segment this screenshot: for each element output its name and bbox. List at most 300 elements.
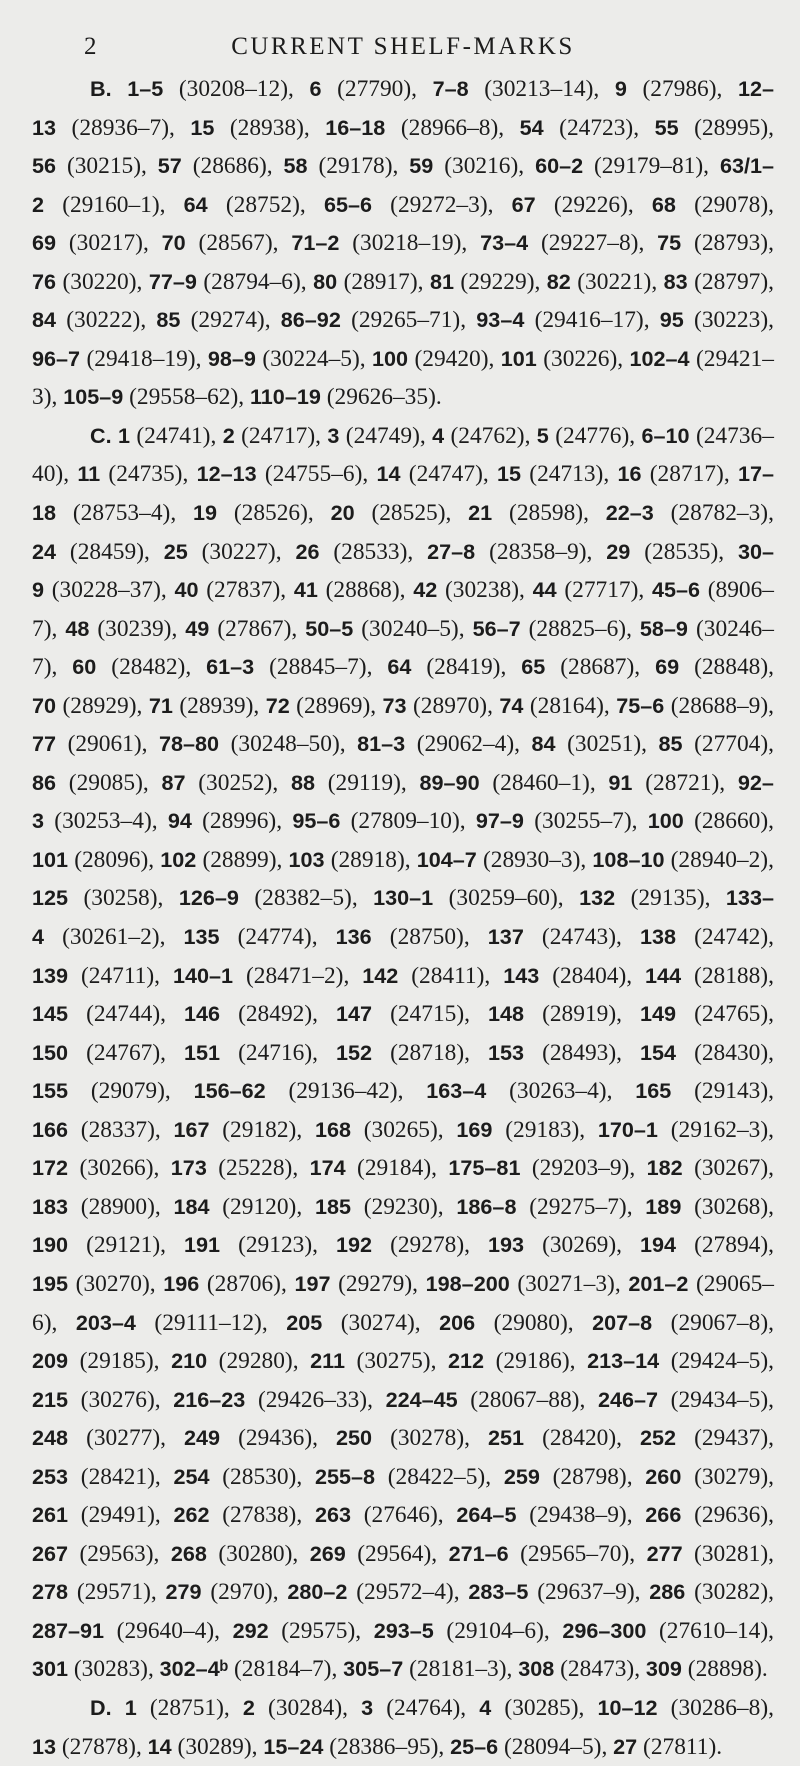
- manuscript-reference: (28995): [694, 114, 769, 141]
- shelf-mark-entry: [660, 307, 768, 333]
- shelf-mark-number: 77–9: [148, 268, 197, 294]
- manuscript-reference: (30227): [201, 538, 276, 565]
- manuscript-reference: (27610–​14): [659, 1617, 769, 1644]
- manuscript-reference: (28482): [111, 654, 186, 681]
- shelf-mark-entry: [206, 654, 366, 680]
- manuscript-reference: (30252): [198, 769, 273, 796]
- shelf-mark-entry: [448, 1155, 629, 1181]
- manuscript-reference: (28411): [411, 962, 485, 989]
- shelf-mark-entry: [32, 1579, 151, 1605]
- shelf-mark-number: 183: [32, 1193, 69, 1219]
- manuscript-reference: (29121): [86, 1232, 161, 1259]
- manuscript-reference: (30261–​2): [62, 924, 160, 951]
- shelf-mark-number: 17–18: [32, 461, 774, 526]
- manuscript-reference: (28929): [62, 692, 137, 719]
- manuscript-reference: (29575): [281, 1617, 356, 1644]
- shelf-mark-number: 192: [336, 1232, 373, 1258]
- shelf-mark-entry: [336, 1232, 464, 1258]
- shelf-mark-number: 224–45: [385, 1386, 458, 1412]
- manuscript-reference: (28782–​3): [670, 500, 769, 527]
- shelf-mark-number: 206: [439, 1309, 476, 1335]
- shelf-mark-entry: [598, 1117, 768, 1143]
- manuscript-reference: (25228): [218, 1155, 293, 1182]
- shelf-mark-number: 211: [310, 1348, 345, 1374]
- shelf-mark-entry: [193, 500, 308, 526]
- shelf-mark-number: 64: [183, 191, 208, 217]
- shelf-mark-entry: [488, 924, 616, 950]
- shelf-mark-number: 78–80: [159, 731, 220, 757]
- shelf-mark-number: 185: [314, 1193, 351, 1219]
- shelf-mark-entry: [149, 269, 301, 295]
- shelf-mark-entry: [32, 1387, 155, 1413]
- shelf-mark-entry: [468, 1579, 634, 1605]
- manuscript-reference: (28660): [694, 808, 769, 835]
- manuscript-reference: (29426–​33): [257, 1386, 368, 1413]
- shelf-mark-number: 55: [654, 114, 679, 140]
- shelf-mark-entry: [476, 808, 632, 834]
- manuscript-reference: (28918): [330, 846, 405, 873]
- manuscript-reference: (29564): [357, 1540, 432, 1567]
- shelf-mark-entry: [648, 808, 768, 834]
- shelf-mark-entry: [159, 731, 340, 757]
- shelf-mark-entry: [652, 192, 768, 218]
- manuscript-reference: (28181–​3): [409, 1656, 507, 1683]
- shelf-mark-number: 308: [518, 1656, 555, 1682]
- shelf-mark-number: 22–3: [605, 500, 654, 526]
- shelf-mark-entry: [488, 1425, 616, 1451]
- shelf-mark-entry: [615, 76, 717, 102]
- manuscript-reference: (29280): [218, 1348, 293, 1375]
- manuscript-reference: (30226): [543, 345, 618, 372]
- shelf-mark-number: 287–91: [32, 1617, 105, 1643]
- shelf-mark-number: 152: [336, 1039, 373, 1065]
- manuscript-reference: (28530): [222, 1463, 297, 1490]
- manuscript-reference: (29143): [694, 1078, 769, 1105]
- manuscript-reference: (24764): [386, 1694, 461, 1721]
- shelf-mark-number: 11: [77, 461, 101, 487]
- shelf-mark-number: 15–24: [263, 1733, 324, 1759]
- shelf-mark-number: 88: [290, 769, 315, 795]
- shelf-mark-number: 7–8: [432, 76, 469, 101]
- shelf-mark-entry: [325, 115, 498, 141]
- manuscript-reference: (28471–​2): [245, 962, 344, 989]
- shelf-mark-number: 93–4: [476, 307, 525, 333]
- shelf-mark-entry: [32, 153, 141, 179]
- manuscript-reference: (24762): [450, 422, 525, 449]
- shelf-mark-entry: [324, 192, 488, 218]
- shelf-mark-number: 60–2: [535, 153, 584, 179]
- shelf-mark-entry: [645, 1464, 768, 1490]
- manuscript-reference: (28404): [552, 962, 627, 989]
- shelf-mark-number: 144: [645, 962, 682, 988]
- manuscript-reference: (30251): [567, 731, 642, 758]
- shelf-mark-number: 108–10: [592, 846, 665, 872]
- shelf-mark-number: 95–6: [292, 808, 341, 834]
- manuscript-reference: (28798): [552, 1463, 627, 1490]
- shelf-mark-number: 16: [617, 461, 642, 487]
- manuscript-reference: (28750): [389, 924, 464, 951]
- shelf-mark-number: 68: [651, 191, 676, 217]
- shelf-mark-entry: [32, 770, 143, 796]
- shelf-mark-entry: [598, 1387, 768, 1413]
- shelf-mark-entry: [32, 230, 143, 256]
- manuscript-reference: (29185): [79, 1348, 154, 1375]
- shelf-mark-number: 296–300: [562, 1617, 647, 1643]
- shelf-mark-entry: [32, 1271, 150, 1297]
- shelf-mark-number: 5: [536, 422, 549, 448]
- shelf-mark-number: 45–6: [651, 577, 700, 603]
- section-letter: B.: [90, 76, 112, 101]
- manuscript-reference: (29424–​5): [670, 1348, 769, 1375]
- manuscript-reference: (29420): [414, 345, 489, 372]
- shelf-mark-number: 145: [32, 1001, 69, 1027]
- manuscript-reference: (30222): [66, 307, 141, 334]
- manuscript-reference: (29421–​3): [32, 345, 774, 411]
- shelf-mark-number: 69: [655, 654, 680, 680]
- shelf-mark-entry: [409, 153, 518, 179]
- manuscript-reference: (24742): [694, 924, 769, 951]
- shelf-mark-number: 271–6: [448, 1540, 509, 1566]
- shelf-mark-number: 163–4: [426, 1078, 487, 1104]
- shelf-mark-number: 92–3: [32, 769, 774, 834]
- shelf-mark-entry: [616, 693, 768, 719]
- manuscript-reference: (24716): [238, 1039, 313, 1066]
- shelf-mark-number: 57: [157, 153, 182, 179]
- shelf-mark-entry: [125, 1695, 224, 1721]
- shelf-mark-number: 30–9: [32, 538, 775, 603]
- manuscript-reference: (28899): [202, 846, 277, 873]
- shelf-mark-number: 167: [173, 1116, 210, 1142]
- manuscript-reference: (24743): [541, 924, 616, 951]
- shelf-mark-entry: [32, 731, 142, 757]
- manuscript-reference: (24755–​6): [264, 461, 363, 488]
- shelf-mark-entry: [32, 346, 196, 372]
- shelf-mark-number: 216–23: [173, 1386, 246, 1412]
- shelf-mark-entry: [291, 230, 461, 256]
- shelf-mark-entry: [499, 693, 604, 719]
- shelf-mark-number: 269: [309, 1540, 346, 1566]
- manuscript-reference: (24715): [390, 1001, 465, 1028]
- shelf-mark-entry: [65, 616, 171, 642]
- manuscript-reference: (24747): [408, 461, 483, 488]
- shelf-mark-entry: [72, 654, 185, 680]
- shelf-mark-entry: [156, 307, 264, 333]
- manuscript-reference: (28825–​6): [528, 615, 627, 642]
- shelf-mark-entry: [449, 1541, 630, 1567]
- manuscript-reference: (24776): [555, 422, 630, 449]
- manuscript-reference: (29182): [222, 1116, 297, 1143]
- shelf-mark-entry: [592, 1310, 768, 1336]
- shelf-mark-number: 205: [286, 1309, 323, 1335]
- shelf-mark-entry: [336, 1001, 464, 1027]
- running-head: [32, 30, 774, 64]
- manuscript-reference: (28753–​4): [72, 500, 171, 527]
- shelf-mark-number: 135: [183, 924, 220, 950]
- manuscript-reference: (28919): [542, 1001, 617, 1028]
- shelf-mark-number: 305–7: [343, 1656, 404, 1682]
- shelf-mark-number: 146: [184, 1001, 221, 1027]
- manuscript-reference: (30283): [73, 1656, 148, 1683]
- shelf-mark-entry: [284, 153, 393, 179]
- manuscript-reference: (30267): [694, 1155, 769, 1182]
- manuscript-reference: (30224–​5): [262, 345, 360, 372]
- shelf-mark-list: [32, 70, 774, 1766]
- manuscript-reference: (28382–​5): [254, 885, 352, 912]
- manuscript-reference: (28526): [233, 500, 308, 527]
- manuscript-reference: (27646): [363, 1502, 438, 1529]
- shelf-mark-number: 56: [32, 153, 57, 179]
- manuscript-reference: (27790): [337, 76, 412, 102]
- shelf-mark-entry: [32, 307, 140, 333]
- shelf-mark-entry: [476, 307, 643, 333]
- manuscript-reference: (27894): [694, 1232, 769, 1259]
- shelf-mark-entry: [362, 963, 484, 989]
- manuscript-reference: (29278): [390, 1232, 465, 1259]
- shelf-mark-number: 309: [645, 1656, 682, 1682]
- shelf-mark-number: 215: [32, 1386, 69, 1412]
- shelf-mark-number: 27–8: [427, 538, 476, 564]
- shelf-mark-entry: [479, 1695, 578, 1721]
- manuscript-reference: (30265): [363, 1116, 438, 1143]
- shelf-mark-number: 130–1: [373, 885, 434, 911]
- shelf-mark-entry: [645, 1502, 768, 1528]
- manuscript-reference: (24717): [241, 422, 316, 449]
- shelf-mark-number: 25–6: [450, 1733, 499, 1759]
- shelf-mark-number: 86: [32, 769, 57, 795]
- shelf-mark-number: 142: [362, 962, 399, 988]
- manuscript-reference: (28419): [426, 654, 501, 681]
- manuscript-reference: (28067–​88): [470, 1386, 580, 1413]
- manuscript-reference: (8906–​7): [32, 577, 774, 642]
- shelf-mark-number: 263: [314, 1502, 351, 1528]
- shelf-mark-number: 166: [32, 1116, 69, 1142]
- shelf-mark-entry: [664, 269, 769, 295]
- manuscript-reference: (30284): [268, 1694, 343, 1721]
- shelf-mark-entry: [336, 924, 464, 950]
- manuscript-reference: (29416–​17): [534, 307, 644, 334]
- shelf-mark-number: 20: [330, 500, 355, 526]
- shelf-mark-number: 15: [190, 114, 215, 140]
- shelf-mark-entry: [286, 1310, 415, 1336]
- manuscript-reference: (30286–​8): [670, 1694, 769, 1721]
- manuscript-reference: (28420): [542, 1425, 617, 1452]
- shelf-mark-entry: [647, 1541, 769, 1567]
- shelf-mark-entry: [184, 192, 300, 218]
- shelf-mark-number: 80: [313, 268, 338, 294]
- shelf-mark-entry: [533, 577, 639, 603]
- shelf-mark-entry: [535, 153, 703, 179]
- shelf-mark-number: 76: [32, 268, 57, 294]
- shelf-mark-entry: [456, 1117, 579, 1143]
- shelf-mark-number: 262: [173, 1502, 210, 1528]
- shelf-mark-entry: [532, 731, 642, 757]
- manuscript-reference: (29080): [493, 1309, 568, 1336]
- shelf-mark-number: 301: [32, 1656, 69, 1682]
- shelf-mark-entry: [295, 539, 407, 565]
- shelf-mark-entry: [162, 230, 273, 256]
- shelf-mark-number: 59: [409, 153, 434, 179]
- shelf-mark-entry: [184, 1232, 312, 1258]
- manuscript-reference: (28900): [80, 1193, 155, 1220]
- manuscript-reference: (28459): [69, 538, 144, 565]
- shelf-mark-entry: [313, 269, 418, 295]
- manuscript-reference: (29226): [553, 191, 628, 218]
- shelf-mark-number: 58: [283, 153, 308, 179]
- shelf-mark-number: 191: [184, 1232, 221, 1258]
- shelf-mark-number: 97–9: [475, 808, 524, 834]
- shelf-mark-entry: [174, 577, 280, 603]
- manuscript-reference: (30208–​12): [178, 76, 288, 102]
- manuscript-reference: (29626–​35): [326, 384, 436, 411]
- shelf-mark-entry: [292, 808, 459, 834]
- shelf-mark-number: 70: [32, 692, 57, 718]
- manuscript-reference: (30248–​50): [230, 731, 340, 758]
- shelf-mark-entry: [592, 847, 768, 873]
- shelf-mark-number: 132: [579, 885, 616, 911]
- manuscript-reference: (29275–​7): [529, 1193, 627, 1220]
- shelf-mark-number: 150: [32, 1039, 69, 1065]
- shelf-mark-number: 54: [519, 114, 544, 140]
- shelf-mark-number: 70: [161, 230, 186, 256]
- manuscript-reference: (28940–​2): [670, 846, 769, 873]
- manuscript-reference: (29265–​71): [351, 307, 461, 334]
- shelf-mark-number: 253: [32, 1463, 69, 1489]
- manuscript-reference: (29558–​62): [129, 384, 239, 411]
- shelf-mark-number: 140–1: [172, 962, 234, 988]
- shelf-mark-entry: [294, 577, 400, 603]
- section-c: C. 1 (24741), 2 (24717), 3 (24749), 4 (24762), 5 (24776), 6–10 (24736–​40), 11 (24735), 12–13 (24755–​6), 14 (24747), 15 (24713), 16 (28717), 17–18 (28753–​4), 19 (28526), 20 (28525), 21 (28598), 22–3 (28782–​3), 24 (28459), 25 (30227), 26 (28533), 27–8 (28358–​9), 29 (28535), 30–9 (30228–​37), 40 (27837), 41 (28868), 42 (30238), 44 (27717), 45–6 (8906–​7), 48 (30239), 49 (27867), 50–5 (30240–​5), 56–7 (28825–​6), 58–9 (30246–​7), 60 (28482), 61–3 (28845–​7), 64 (28419), 65 (28687), 69 (28848), 70 (28929), 71 (28939), 72 (28969), 73 (28970), 74 (28164), 75–6 (28688–​9), 77 (29061), 78–80 (30248–​50), 81–3 (29062–​4), 84 (30251), 85 (27704), 86 (29085), 87 (30252), 88 (29119), 89–90 (28460–​1), 91 (28721), 92–3 (30253–​4), 94 (28996), 95–6 (27809–​10), 97–9 (30255–​7), 100 (28660), 101 (28096), 102 (28899), 103 (28918), 104–7 (28930–​3), 108–10 (28940–​2), 125 (30258), 126–9 (28382–​5), 130–1 (30259–​60), 132 (29135), 133–4 (30261–​2), 135 (24774), 136 (28750), 137 (24743), 138 (24742), 139 (24711), 140–1 (28471–​2), 142 (28411), 143 (28404), 144 (28188), 145 (24744), 146 (28492), 147 (24715), 148 (28919), 149 (24765), 150 (24767), 151 (24716), 152 (28718), 153 (28493), 154 (28430), 155 (29079), 156–62 (29136–​42), 163–4 (30263–​4), 165 (29143), 166 (28337), 167 (29182), 168 (30265), 169 (29183), 170–1 (29162–​3), 172 (30266), 173 (25228), 174 (29184), 175–81 (29203–​9), 182 (30267), 183 (28900), 184 (29120), 185 (29230), 186–8 (29275–​7), 189 (30268), 190 (29121), 191 (29123), 192 (29278), 193 (30269), 194 (27894), 195 (30270), 196 (28706), 197 (29279), 198–200 (30271–​3), 201–2 (29065–​6), 203–4 (29111–​12), 205 (30274), 206 (29080), 207–8 (29067–​8), 209 (29185), 210 (29280), 211 (30275), 212 (29186), 213–14 (29424–​5), 215 (30276), 216–23 (29426–​33), 224–45 (28067–​88), 246–7 (29434–​5), 248 (30277), 249 (29436), 250 (30278), 251 (28420), 252 (29437), 253 (28421), 254 (28530), 255–8 (28422–​5), 259 (28798), 260 (30279), 261 (29491), 262 (27838), 263 (27646), 264–5 (29438–​9), 266 (29636), 267 (29563), 268 (30280), 269 (29564), 271–6 (29565–​70), 277 (30281), 278 (29571), 279 (2970), 280–2 (29572–​4), 283–5 (29637–​9), 286 (30282), 287–91 (29640–​4), 292 (29575), 293–5 (29104–​6), 296–300 (27610–​14), 301 (30283), 302–4ᵇ (28184–​7), 305–7 (28181–​3), 308 (28473), 309 (28898).: [32, 422, 775, 1683]
- shelf-mark-number: 29: [606, 538, 631, 564]
- shelf-mark-number: 165: [635, 1078, 672, 1104]
- shelf-mark-number: 86–92: [280, 307, 341, 333]
- section-d: D. 1 (28751), 2 (30284), 3 (24764), 4 (30285), 10–12 (30286–​8), 13 (27878), 14 (30289), 15–24 (28386–​95), 25–6 (28094–​5), 27 (27811).: [32, 1694, 774, 1760]
- shelf-mark-number: 91: [608, 769, 633, 795]
- shelf-mark-number: 103: [288, 846, 325, 872]
- shelf-mark-entry: [166, 1579, 273, 1605]
- shelf-mark-number: 172: [32, 1155, 69, 1181]
- shelf-mark-number: 266: [645, 1502, 682, 1528]
- shelf-mark-entry: [309, 76, 411, 102]
- shelf-mark-entry: [608, 770, 719, 796]
- shelf-mark-entry: [190, 115, 304, 141]
- shelf-mark-entry: [386, 1387, 580, 1413]
- shelf-mark-entry: [310, 1155, 432, 1181]
- shelf-mark-number: 44: [532, 577, 557, 603]
- shelf-mark-number: 64: [387, 654, 412, 680]
- shelf-mark-entry: [426, 1078, 606, 1104]
- shelf-mark-entry: [413, 577, 519, 603]
- manuscript-reference: (28845–​7): [269, 654, 367, 681]
- shelf-mark-entry: [185, 616, 291, 642]
- manuscript-reference: (28188): [694, 962, 769, 989]
- shelf-mark-number: 56–7: [472, 615, 521, 641]
- shelf-mark-number: 250: [336, 1425, 373, 1451]
- shelf-mark-number: 254: [173, 1463, 210, 1489]
- manuscript-reference: (28492): [238, 1001, 313, 1028]
- shelf-mark-number: 75–6: [616, 692, 665, 718]
- shelf-mark-entry: [373, 885, 558, 911]
- shelf-mark-number: 302–4ᵇ: [159, 1656, 229, 1682]
- manuscript-reference: (28421): [80, 1463, 155, 1490]
- manuscript-reference: (29179–​81): [594, 153, 704, 180]
- manuscript-reference: (28898): [687, 1656, 762, 1683]
- shelf-mark-entry: [635, 1078, 768, 1104]
- manuscript-reference: (29229): [460, 268, 535, 295]
- manuscript-reference: (29438–​9): [529, 1502, 627, 1529]
- shelf-mark-number: 279: [165, 1579, 202, 1605]
- manuscript-reference: (28094–​5): [504, 1733, 602, 1760]
- manuscript-reference: (30275): [356, 1348, 431, 1375]
- shelf-mark-entry: [149, 693, 254, 719]
- shelf-mark-number: 73–4: [480, 230, 529, 256]
- shelf-mark-entry: [327, 423, 419, 449]
- manuscript-reference: (28687): [560, 654, 635, 681]
- manuscript-reference: (28966–​8): [400, 114, 499, 141]
- shelf-mark-entry: [171, 1541, 293, 1567]
- shelf-mark-entry: [645, 963, 768, 989]
- shelf-mark-number: 1: [124, 1694, 137, 1720]
- shelf-mark-number: 203–4: [75, 1309, 136, 1335]
- shelf-mark-number: 251: [488, 1425, 525, 1451]
- shelf-mark-number: 190: [32, 1232, 69, 1258]
- shelf-mark-entry: [32, 885, 158, 911]
- shelf-mark-entry: [32, 1117, 155, 1143]
- shelf-mark-entry: [208, 346, 360, 372]
- shelf-mark-entry: [161, 770, 272, 796]
- manuscript-reference: (30255–​7): [534, 808, 632, 835]
- shelf-mark-number: 81–3: [357, 731, 406, 757]
- manuscript-reference: (29078): [694, 191, 769, 218]
- shelf-mark-number: 153: [488, 1039, 525, 1065]
- manuscript-reference: (30221): [577, 268, 652, 295]
- shelf-mark-number: 255–8: [314, 1463, 375, 1489]
- shelf-mark-number: 3: [361, 1694, 374, 1720]
- shelf-mark-entry: [173, 1502, 296, 1528]
- shelf-mark-entry: [430, 269, 535, 295]
- shelf-mark-number: 95: [659, 307, 684, 333]
- manuscript-reference: (30269): [542, 1232, 617, 1259]
- shelf-mark-number: 101: [500, 345, 537, 371]
- shelf-mark-number: 104–7: [416, 846, 477, 872]
- manuscript-reference: (28535): [644, 538, 719, 565]
- manuscript-reference: (29079): [90, 1078, 165, 1105]
- manuscript-reference: (28706): [206, 1270, 281, 1297]
- manuscript-reference: (28718): [390, 1039, 465, 1066]
- shelf-mark-number: 293–5: [373, 1617, 434, 1643]
- shelf-mark-entry: [433, 76, 594, 102]
- shelf-mark-number: 149: [640, 1001, 677, 1027]
- shelf-mark-entry: [76, 1310, 262, 1336]
- section-b: B. 1–5 (30208–​12), 6 (27790), 7–8 (30213–​14), 9 (27986), 12–13 (28936–​7), 15 (28938), 16–18 (28966–​8), 54 (24723), 55 (28995), 56 (30215), 57 (28686), 58 (29178), 59 (30216), 60–2 (29179–​81), 63/1–2 (29160–​1), 64 (28752), 65–6 (29272–​3), 67 (29226), 68 (29078), 69 (30217), 70 (28567), 71–2 (30218–​19), 73–4 (29227–​8), 75 (28793), 76 (30220), 77–9 (28794–​6), 80 (28917), 81 (29229), 82 (30221), 83 (28797), 84 (30222), 85 (29274), 86–92 (29265–​71), 93–4 (29416–​17), 95 (30223), 96–7 (29418–​19), 98–9 (30224–​5), 100 (29420), 101 (30226), 102–4 (29421–​3), 105–9 (29558–​62), 110–19 (29626–​35).: [32, 76, 775, 411]
- manuscript-reference: (24774): [237, 924, 312, 951]
- shelf-mark-number: 102–4: [629, 345, 690, 371]
- manuscript-reference: (29434–​5): [670, 1386, 769, 1413]
- manuscript-reference: (28473): [560, 1656, 635, 1683]
- shelf-mark-number: 12–13: [32, 76, 775, 140]
- shelf-mark-number: 10–12: [597, 1694, 658, 1720]
- shelf-mark-number: 87: [161, 769, 186, 795]
- manuscript-reference: (29572–​4): [356, 1579, 454, 1606]
- shelf-mark-entry: [613, 1734, 716, 1760]
- shelf-mark-entry: [640, 1001, 768, 1027]
- manuscript-reference: (29111–​12): [154, 1309, 262, 1336]
- manuscript-reference: (30216): [444, 153, 519, 180]
- shelf-mark-entry: [606, 539, 718, 565]
- shelf-mark-entry: [606, 500, 768, 526]
- shelf-mark-number: 102: [160, 846, 197, 872]
- shelf-mark-entry: [372, 346, 489, 372]
- manuscript-reference: (28721): [645, 769, 720, 796]
